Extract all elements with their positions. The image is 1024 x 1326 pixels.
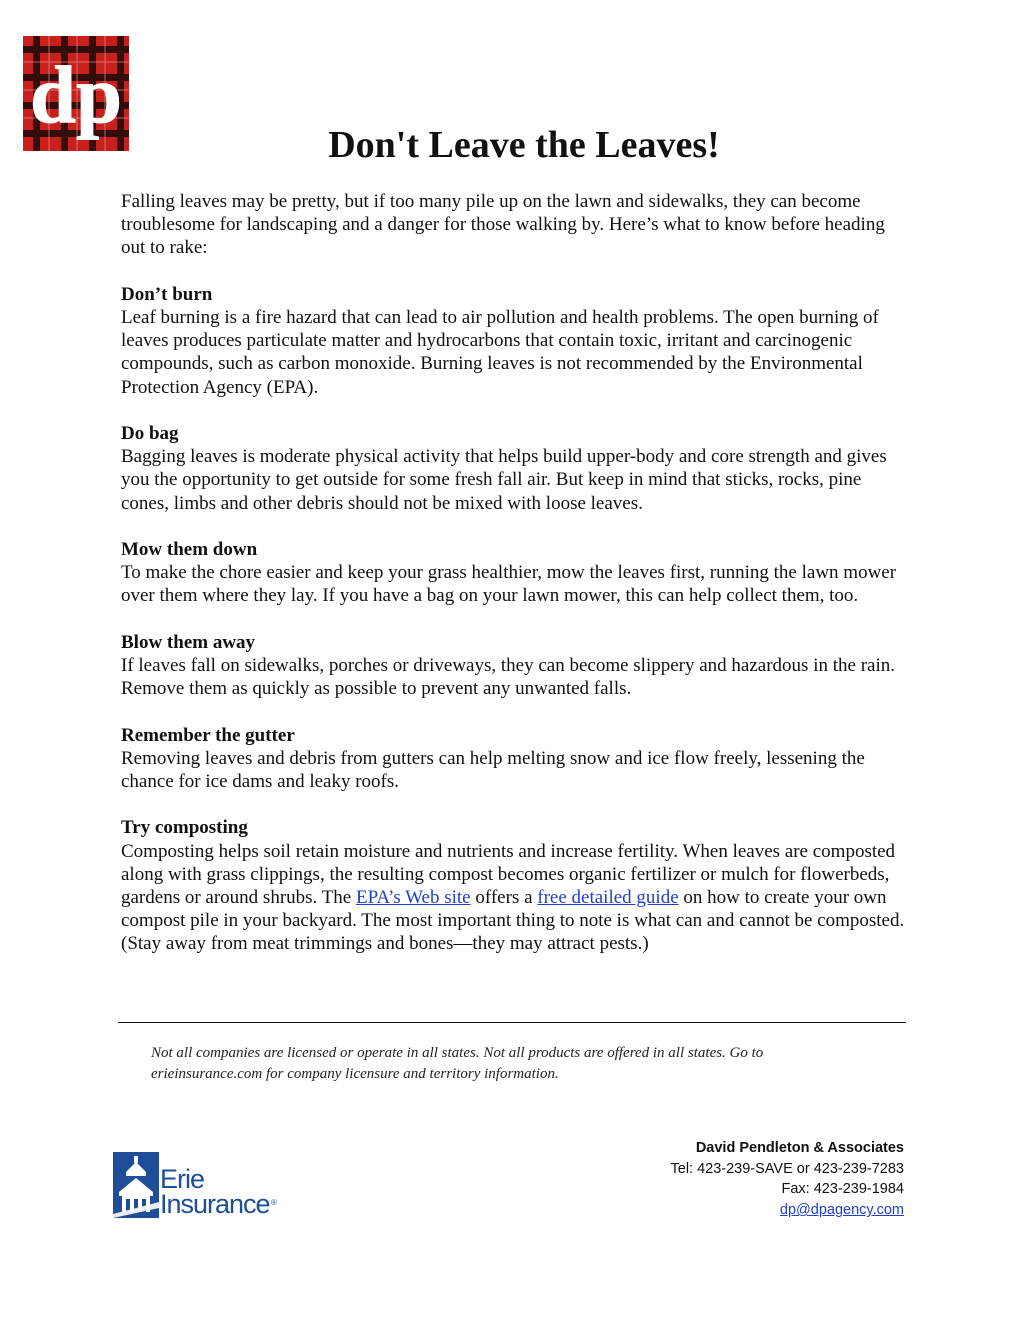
erie-brand-line-2: Insurance <box>160 1189 270 1219</box>
intro-paragraph: Falling leaves may be pretty, but if too many pile up on the lawn and sidewalks, they can become troublesome for landscaping and a danger for those walking by. Here’s what to know before heading out to rake: <box>121 191 885 259</box>
section-try-composting <box>121 816 911 955</box>
section-heading: Mow them down <box>121 539 258 560</box>
article-body <box>121 190 911 979</box>
divider <box>118 1022 906 1023</box>
section-body: Leaf burning is a fire hazard that can lead to air pollution and health problems. The open burning of leaves produces particulate matter and hydrocarbons that contain toxic, irritant and carcinogenic compounds, such as carbon monoxide. Burning leaves is not recommended by the Environmental Protection Agency (EPA). <box>121 307 879 398</box>
dp-logo-text: dp <box>30 49 122 140</box>
agency-email-link[interactable]: dp@dpagency.com <box>779 1202 904 1219</box>
section-heading: Remember the gutter <box>121 724 295 746</box>
section-body: Bagging leaves is moderate physical activity that helps build upper-body and core strength and gives you the opportunity to get outside for some fresh fall air. But keep in mind that sticks, rocks, pine cones, limbs and other debris should not be mixed with loose leaves. <box>121 446 887 514</box>
section-heading: Don’t burn <box>121 283 213 305</box>
agency-name: David Pendleton & Associates <box>695 1140 904 1156</box>
agency-phone: Tel: 423-239-SAVE or 423-239-7283 <box>670 1160 904 1177</box>
section-blow-them-away <box>121 631 911 701</box>
composting-text: offers a <box>470 887 538 908</box>
section-body: To make the chore easier and keep your grass healthier, mow the leaves first, running the lawn mower over them where they lay. If you have a bag on your lawn mower, this can help collect them, too. <box>121 562 897 607</box>
section-remember-the-gutter <box>121 724 911 794</box>
erie-building-icon <box>113 1152 159 1218</box>
composting-text: Composting helps soil retain moisture and nutrients and increase fertility. When leaves are composted along with grass clippings, the resulting compost becomes organic fertilizer or mulch for flowerbeds, gardens or around shrubs. The <box>121 840 896 908</box>
section-heading: Do bag <box>121 423 179 444</box>
compost-guide-link[interactable]: free detailed guide <box>537 887 679 908</box>
section-body <box>121 840 911 956</box>
section-heading: Blow them away <box>121 631 256 653</box>
section-do-bag <box>121 422 911 515</box>
agency-fax: Fax: 423-239-1984 <box>781 1181 904 1198</box>
composting-text: on how to create your own compost pile in your backyard. The most important thing to note is what can and cannot be composted. (Stay away from meat trimmings and bones—they may attract pests.) <box>121 887 905 955</box>
section-body: Removing leaves and debris from gutters can help melting snow and ice flow freely, lessening the chance for ice dams and leaky roofs. <box>121 747 865 792</box>
page-title: Don't Leave the Leaves! <box>328 124 720 166</box>
disclaimer: Not all companies are licensed or operate in all states. Not all products are offered in all states. Go to erieinsurance.com for company licensure and territory information. <box>151 1045 764 1082</box>
erie-brand-line-1: Erie <box>160 1164 205 1194</box>
agency-contact <box>544 1138 904 1221</box>
epa-website-link[interactable]: EPA’s Web site <box>356 887 471 908</box>
section-heading: Try composting <box>121 817 248 839</box>
erie-insurance-logo <box>113 1152 283 1220</box>
registered-mark: ® <box>271 1198 277 1207</box>
section-mow-them-down <box>121 538 911 608</box>
section-dont-burn <box>121 283 911 399</box>
section-body: If leaves fall on sidewalks, porches or driveways, they can become slippery and hazardous in the rain. Remove them as quickly as possible to prevent any unwanted falls. <box>121 655 895 700</box>
